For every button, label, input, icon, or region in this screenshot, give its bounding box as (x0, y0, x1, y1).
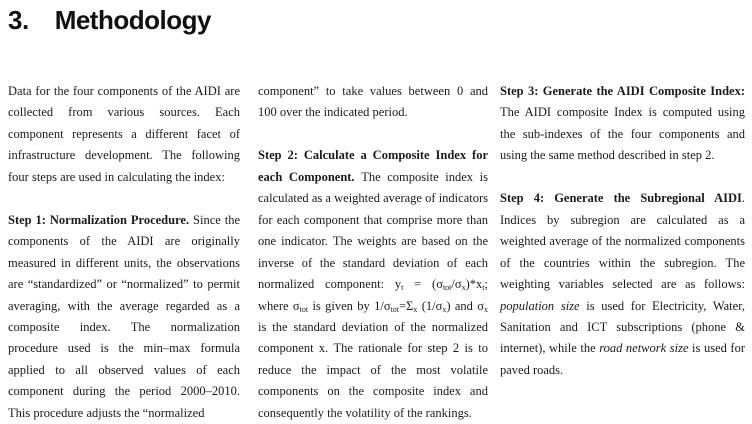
text-segment: =Σ (399, 298, 414, 313)
text-segment: is given by 1/σ (308, 298, 391, 313)
section-heading (8, 5, 211, 36)
subscript-text: x (461, 283, 466, 293)
text-segment: is used for Electricity, Water, Sanitation and ICT subscriptions (phone & internet), while the (500, 298, 745, 356)
subscript-text: t (401, 283, 404, 293)
subscript-text: tot (390, 304, 400, 314)
paragraph (500, 81, 745, 167)
section-number: 3. (8, 5, 29, 35)
text-segment: The composite index is calculated as a weighted average of indicators for each component that comprise more than one indicator. The weights are based on the inverse of the standard deviation of each normalized component: y (258, 169, 488, 292)
bold-text: Step 4: Generate the Subregional AIDI (500, 191, 742, 206)
text-segment: /σ (451, 277, 462, 292)
subscript-text: t (482, 283, 485, 293)
bold-text: Step 2: Calculate a Composite Index for each Component. (258, 148, 488, 184)
subscript-text: tot (299, 304, 309, 314)
italic-text: road network size (599, 341, 689, 356)
text-segment: Since the components of the AIDI are originally measured in different units, the observations are “standardized” or “normalized” to permit averaging, with the average regarded as a composite index. The normalization procedure used is the min–max formula applied to all observed values of each component during the period 2000–2010. This procedure adjusts the “normalized (8, 212, 240, 420)
column-1 (8, 81, 240, 424)
text-segment: Data for the four components of the AIDI are collected from various sources. Each component represents a different facet of infrastructure development. The following four steps are used in calculating the index: (8, 84, 240, 184)
subscript-text: x (442, 304, 447, 314)
paragraph (8, 210, 240, 424)
section-title: Methodology (54, 5, 211, 35)
paragraph (500, 188, 745, 381)
subscript-text: x (413, 304, 418, 314)
column-2 (258, 81, 488, 424)
text-segment: (1/σ (417, 298, 443, 313)
text-segment: The AIDI composite Index is computed using the sub-indexes of the four components and using the same method described in step 2. (500, 105, 745, 163)
column-3 (500, 81, 745, 424)
paragraph (258, 145, 488, 424)
bold-text: Step 1: Normalization Procedure. (8, 212, 194, 227)
subscript-text: tot (442, 283, 452, 293)
text-segment: = (σ (403, 277, 443, 292)
text-segment: . Indices by subregion are calculated as a weighted average of the normalized components of the countries within the subregion. The weighting variables selected are as follows: (500, 191, 745, 292)
text-segment: component” to take values between 0 and 100 over the indicated period. (258, 84, 488, 120)
bold-text: Step 3: Generate the AIDI Composite Index: (500, 84, 745, 98)
italic-text: population size (500, 298, 580, 313)
text-segment: ; where σ (258, 277, 488, 313)
paragraph (8, 81, 240, 188)
text-segment: )*x (465, 277, 483, 292)
subscript-text: x (484, 304, 488, 314)
text-columns (8, 81, 745, 424)
text-segment: is the standard deviation of the normalized component x. The rationale for step 2 is to reduce the impact of the most volatile components on the composite index and consequently the volatility of the rankings. (258, 319, 488, 420)
text-segment: ) and σ (446, 298, 484, 313)
paragraph (258, 81, 488, 124)
text-segment: is used for paved roads. (500, 341, 746, 377)
